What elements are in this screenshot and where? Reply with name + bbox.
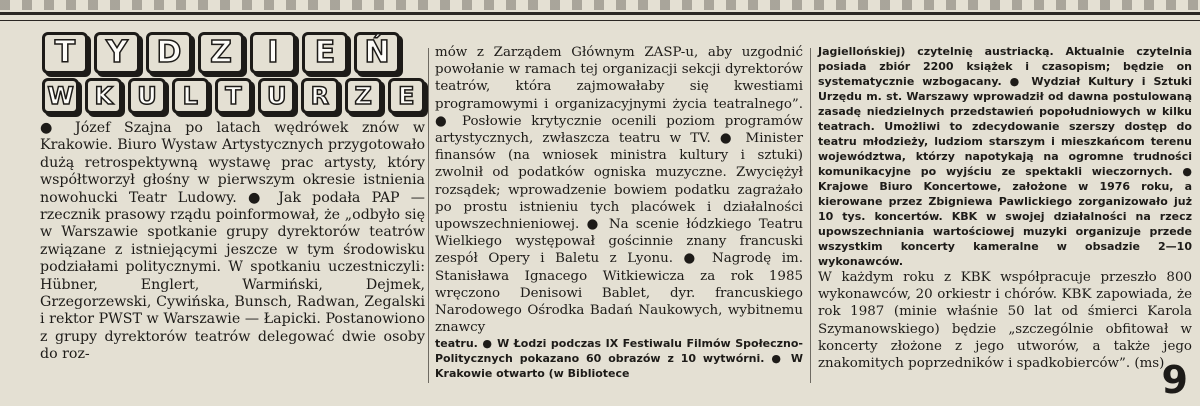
masthead-line-2 <box>42 78 425 114</box>
column-3-text: W każdym roku z KBK współpracuje przeszło 800 wykonawców, 20 orkiestr i chórów. KBK zapowiada, że rok 1987 (minie właśnie 50 lat od śmierci Karola Szymanowskiego) będzie „szczególnie obfitował w koncerty złożone z jego utworów, a także jego znakomitych poprzedników i spadkobierców”. (ms) <box>818 270 1192 372</box>
masthead-letter: E <box>388 78 425 114</box>
top-rule <box>0 12 1200 21</box>
masthead-line-1 <box>42 32 425 74</box>
masthead-letter: T <box>42 32 88 74</box>
column-1-text: ● Józef Szajna po latach wędrówek znów w Krakowie. Biuro Wystaw Artystycznych przygotowało dużą retrospektywną wystawę prac artysty, który współtworzył głośny w pierwszym okresie istnienia nowohucki Teatr Ludowy. ● Jak podała PAP — rzecznik prasowy rządu poinformował, że „odbyło się w Warszawie spotkanie grupy dyrektorów teatrów związane z istniejącymi jeszcze w tym środowisku podziałami politycznymi. W spotkaniu uczestniczyli: Hübner, Englert, Warmiński, Dejmek, Grzegorzewski, Cywińska, Bunsch, Radwan, Zegalski i rektor PWST w Warszawie — Łapicki. Postanowiono z grupy dyrektorów teatrów delegować dwie osoby do roz- <box>40 120 425 363</box>
column-2-fine-text: teatru. ● W Łodzi podczas IX Festiwalu Filmów Społeczno-Politycznych pokazano 60 obrazów z 10 wytwórni. ● W Krakowie otwarto (w Bibliotece <box>435 337 803 381</box>
page-number: 9 <box>1161 358 1188 402</box>
previous-article-edge <box>0 0 1200 10</box>
column-3 <box>818 44 1192 372</box>
masthead-letter: Ń <box>354 32 400 74</box>
masthead-letter: Z <box>345 78 382 114</box>
masthead-letter: I <box>250 32 296 74</box>
masthead-letter: R <box>301 78 338 114</box>
column-divider <box>810 48 811 383</box>
masthead-letter: W <box>42 78 79 114</box>
column-1 <box>40 28 425 364</box>
masthead-letter: U <box>128 78 165 114</box>
masthead-letter: E <box>302 32 348 74</box>
masthead-letter: T <box>215 78 252 114</box>
masthead-tydzien-w-kulturze <box>42 32 425 114</box>
masthead-letter: D <box>146 32 192 74</box>
masthead-letter: L <box>172 78 209 114</box>
masthead-letter: Z <box>198 32 244 74</box>
column-2-text: mów z Zarządem Głównym ZASP-u, aby uzgodnić powołanie w ramach tej organizacji sekcji dyrektorów teatrów, która zajmowałaby się kwestiami programowymi i organizacyjnymi życia teatralnego”. ● Posłowie krytycznie ocenili poziom programów artystycznych, zwłaszcza teatru w TV. ● Minister finansów (na wniosek ministra kultury i sztuki) zwolnił od podatków ogniska muzyczne. Zwyciężył rozsądek; wprowadzenie bowiem podatku zagrażało po prostu istnieniu tych placówek i działalności upowszechnieniowej. ● Na scenie łódzkiego Teatru Wielkiego występował gościnnie znany francuski zespół Opery i Baletu z Lyonu. ● Nagrodę im. Stanisława Ignacego Witkiewicza za rok 1985 wręczono Denisowi Bablet, dyr. francuskiego Narodowego Ośrodka Badań Naukowych, wybitnemu znawcy <box>435 45 803 336</box>
masthead-letter: U <box>258 78 295 114</box>
masthead-letter: Y <box>94 32 140 74</box>
column-3-fine-text: Jagiellońskiej) czytelnię austriacką. Aktualnie czytelnia posiada zbiór 2200 książek i czasopism; będzie on systematycznie wzbogacany. ● Wydział Kultury i Sztuki Urzędu m. st. Warszawy wprowadził od dawna postulowaną zasadę niedzielnych przedstawień popołudniowych w kilku teatrach. Umożliwi to zdecydowanie szerszy dostęp do teatru młodzieży, ludziom starszym i mieszkańcom terenu województwa, którzy napotykają na ogromne trudności komunikacyjne po wyjściu ze spektakli wieczornych. ● Krajowe Biuro Koncertowe, założone w 1976 roku, a kierowane przez Zbigniewa Pawlickiego zorganizowało już 10 tys. koncertów. KBK w swojej działalności na rzecz upowszechniania wartościowej muzyki organizuje przede wszystkim koncerty kameralne w obsadzie 2—10 wykonawców. <box>818 45 1192 268</box>
masthead-letter: K <box>85 78 122 114</box>
column-divider <box>428 48 429 383</box>
column-2 <box>435 44 803 381</box>
